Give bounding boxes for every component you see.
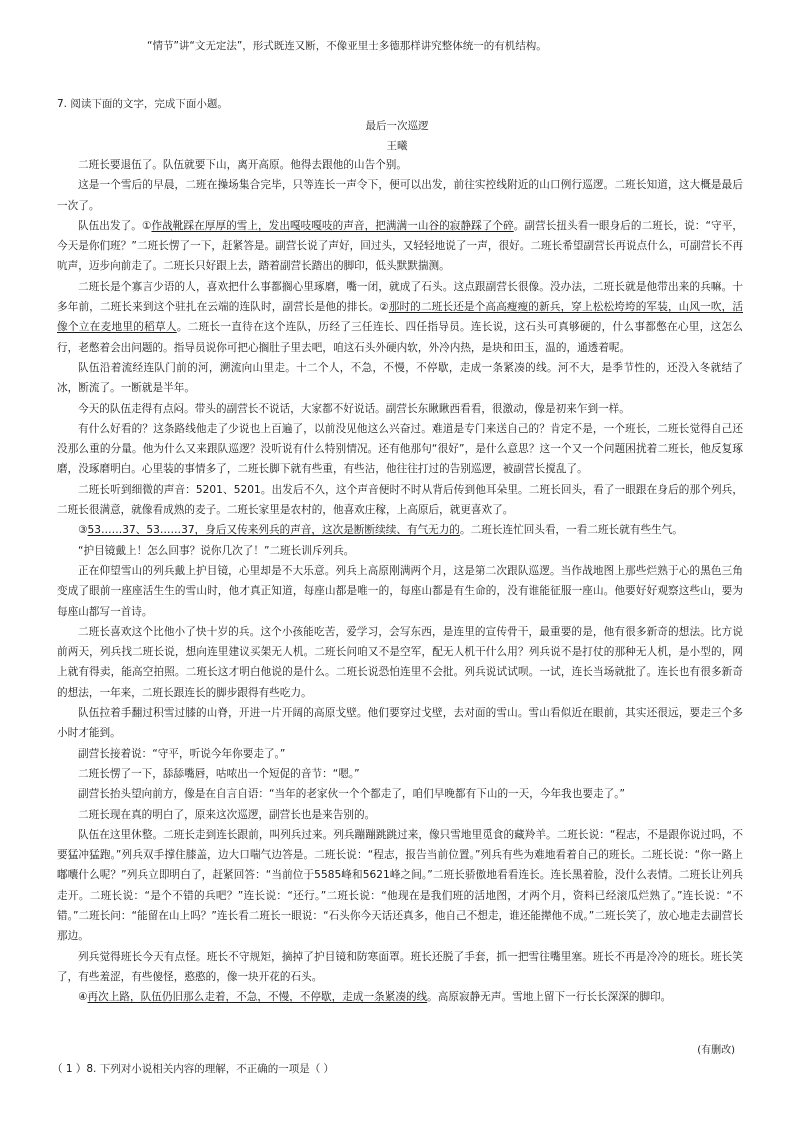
top-line: “情节”讲“文无定法”，形式既连又断，不像亚里士多德那样讲究整体统一的有机结构。 bbox=[147, 40, 547, 52]
paragraph-4: 二班长是个寡言少语的人，喜欢把什么事都搁心里琢磨，嘴一闭，就成了石头。这点跟副营长很像。没办法，二班长就是他带出来的兵嘛。十多年前，二班长来到这个驻扎在云端的连队时，副营长是他的排长。②那时的二班长还是个高高瘦瘦的新兵，穿上松松垮垮的军装，山风一吹，活像个立在麦地里的稻草人。二班长一直待在这个连队，历经了三任连长、四任指导员。连长说，这石头可真够硬的，什么事都憋在心里，这怎么行，老憋着会出问题的。指导员说你可把心搁肚子里去吧，咱这石头外硬内软，外冷内热，是块和田玉，温的，通透着呢。 bbox=[57, 280, 743, 354]
question-heading: 7. 阅读下面的文字，完成下面小题。 bbox=[57, 98, 228, 110]
paragraph-19: 列兵觉得班长今天有点怪。班长不守规矩，摘掉了护目镜和防寒面罩。班长还脱了手套，抓一把雪往嘴里塞。班长不再是冷冷的班长。班长笑了，有些羞涩，有些傻怪，憨憨的，像一块开花的石头。 bbox=[57, 950, 743, 983]
question-8: （ 1 ）8. 下列对小说相关内容的理解，不正确的一项是（ ） bbox=[52, 1063, 335, 1075]
paragraph-6: 今天的队伍走得有点闷。带头的副营长不说话，大家都不好说话。副营长东瞅瞅西看看，很激动，像是初来乍到一样。 bbox=[78, 402, 630, 415]
paragraph-1: 二班长要退伍了。队伍就要下山，离开高原。他得去跟他的山告个别。 bbox=[78, 159, 408, 171]
paragraph-2: 这是一个雪后的早晨，二班在操场集合完毕，只等连长一声令下，便可以出发，前往实控线附近的山口例行巡逻。二班长知道，这大概是最后一次了。 bbox=[57, 179, 743, 212]
paragraph-18: 队伍在这里休整。二班长走到连长跟前，叫列兵过来。列兵蹦蹦跳跳过来，像只雪地里觅食的藏羚羊。二班长说：“程志，不是跟你说过吗，不要猛冲猛跑。”列兵双手撑住膝盖，边大口喘气边答是。二班长说：“程志，报告当前位置。”列兵有些为难地看着自己的班长。二班长说：“你一路上嘟囔什么呢？”列兵立即明白了，赶紧回答：“当前位于5585峰和5621峰之间。”二班长骄傲地看看连长。连长黑着脸，没什么表情。二班长让列兵走开。二班长说：“是个不错的兵吧？”连长说：“还行。”二班长说：“他现在是我们班的活地图，才两个月，资料已经滚瓜烂熟了。”连长说：“不错。”二班长问：“能留在山上吗？”连长看二班长一眼说：“石头你今天话还真多，他自己不想走，谁还能撵他不成。”二班长笑了，放心地走去副营长那边。 bbox=[57, 828, 743, 943]
paragraph-7: 有什么好看的？这条路线他走了少说也上百遍了，以前没见他这么兴奋过。难道是专门来送自己的？肯定不是，一个班长，二班长觉得自己还没那么重的分量。他为什么又来跟队巡逻？没听说有什么特别情况。还有他那句“很好”，是什么意思？这一个又一个问题困扰着二班长，他反复琢磨，没琢磨明白。心里装的事情多了，二班长脚下就有些重，有些沾，他往往打过的告别巡逻，被副营长搅乱了。 bbox=[57, 422, 743, 476]
paragraph-3: 队伍出发了。①作战靴踩在厚厚的雪上，发出嘎吱嘎吱的声音，把满满一山谷的寂静踩了个碎。副营长扭头看一眼身后的二班长，说：“守平，今天是你们班？”二班长愣了一下，赶紧答是。副营长说了声好，回过头，又轻轻地说了一声，很好。二班长希望副营长再说点什么，可副营长不再吭声，迈步向前走了。二班长只好跟上去，踏着副营长踏出的脚印，低头默默揣测。 bbox=[57, 219, 743, 273]
paragraph-13: 队伍拉着手翻过积雪过膝的山脊，开进一片开阔的高原戈壁。他们要穿过戈壁，去对面的雪山。雪山看似近在眼前，其实还很远，要走三个多小时才能到。 bbox=[57, 707, 743, 740]
paragraph-16: 副营长抬头望向前方，像是在自言自语：“当年的老家伙一个个都走了，咱们早晚都有下山的一天，今年我也要走了。” bbox=[78, 788, 626, 801]
story-body bbox=[57, 155, 743, 1007]
story-author: 王曦 bbox=[386, 140, 408, 152]
underlined-sentence-4: 再次上路，队伍仍旧那么走着，不急，不慢，不停歇，走成一条紧凑的线 bbox=[87, 991, 428, 1004]
paragraph-8: 二班长听到细微的声音：5201、5201。出发后不久，这个声音便时不时从背后传到他耳朵里。二班长回头，看了一眼跟在身后的那个列兵，二班长很满意，就像看成熟的麦子。二班长家里是农村的，他喜欢庄稼，上高原后，就更喜欢了。 bbox=[57, 483, 743, 517]
story-title: 最后一次巡逻 bbox=[365, 120, 429, 132]
paragraph-14: 副营长接着说：“守平，听说今年你要走了。” bbox=[78, 747, 286, 760]
paragraph-9: ③53……37、53……37，身后又传来列兵的声音，这次是断断续续、有气无力的。二班长连忙回头看，一看二班长就有些生气。 bbox=[78, 524, 683, 537]
underlined-sentence-3: 53……37、53……37，身后又传来列兵的声音，这次是断断续续、有气无力的 bbox=[87, 524, 461, 537]
abridged-note: (有删改) bbox=[697, 1045, 735, 1056]
underlined-sentence-2: 那时的二班长还是个高高瘦瘦的新兵，穿上松松垮垮的军装，山风一吹，活像个立在麦地里的稻草人 bbox=[57, 301, 743, 334]
paragraph-10: “护目镜戴上！怎么回事？说你几次了！”二班长训斥列兵。 bbox=[78, 544, 355, 557]
paragraph-5: 队伍沿着流经连队门前的河，溯流向山里走。十二个人，不急，不慢，不停歇，走成一条紧凑的线。河不大，是季节性的，还没入冬就结了冰，断流了。一断就是半年。 bbox=[57, 361, 743, 395]
paragraph-17: 二班长现在真的明白了，原来这次巡逻，副营长也是来告别的。 bbox=[78, 808, 376, 821]
paragraph-12: 二班长喜欢这个比他小了快十岁的兵。这个小孩能吃苦，爱学习，会写东西，是连里的宣传骨干，最重要的是，他有很多新奇的想法。比方说前两天，列兵找二班长说，想向连里建议买架无人机。二班长问咱又不是空军，配无人机干什么用？列兵说不是打仗的那种无人机，是小型的，网上就有得卖，能高空拍照。二班长这才明白他说的是什么。二班长说恐怕连里不会批。列兵说试试呗。一试，连长当场就批了。连长也有很多新奇的想法，一年来，二班长跟连长的脚步跟得有些吃力。 bbox=[57, 625, 743, 699]
paragraph-20: ④再次上路，队伍仍旧那么走着，不急，不慢，不停歇，走成一条紧凑的线。高原寂静无声。雪地上留下一行长长深深的脚印。 bbox=[78, 991, 672, 1004]
paragraph-15: 二班长愣了一下，舔舔嘴唇，咕哝出一个短促的音节：“嗯。” bbox=[78, 767, 360, 780]
underlined-sentence-1: 作战靴踩在厚厚的雪上，发出嘎吱嘎吱的声音，把满满一山谷的寂静踩了个碎 bbox=[151, 219, 514, 232]
paragraph-11: 正在仰望雪山的列兵戴上护目镜，心里却是不大乐意。列兵上高原刚满两个月，这是第二次跟队巡逻。当作战地图上那些烂熟于心的黑色三角变成了眼前一座座活生生的雪山时，他才真正知道，每座山都是唯一的，每座山都是有生命的，没有谁能征服一座山。他要好好观察这些山，要为每座山都写一首诗。 bbox=[57, 564, 743, 618]
